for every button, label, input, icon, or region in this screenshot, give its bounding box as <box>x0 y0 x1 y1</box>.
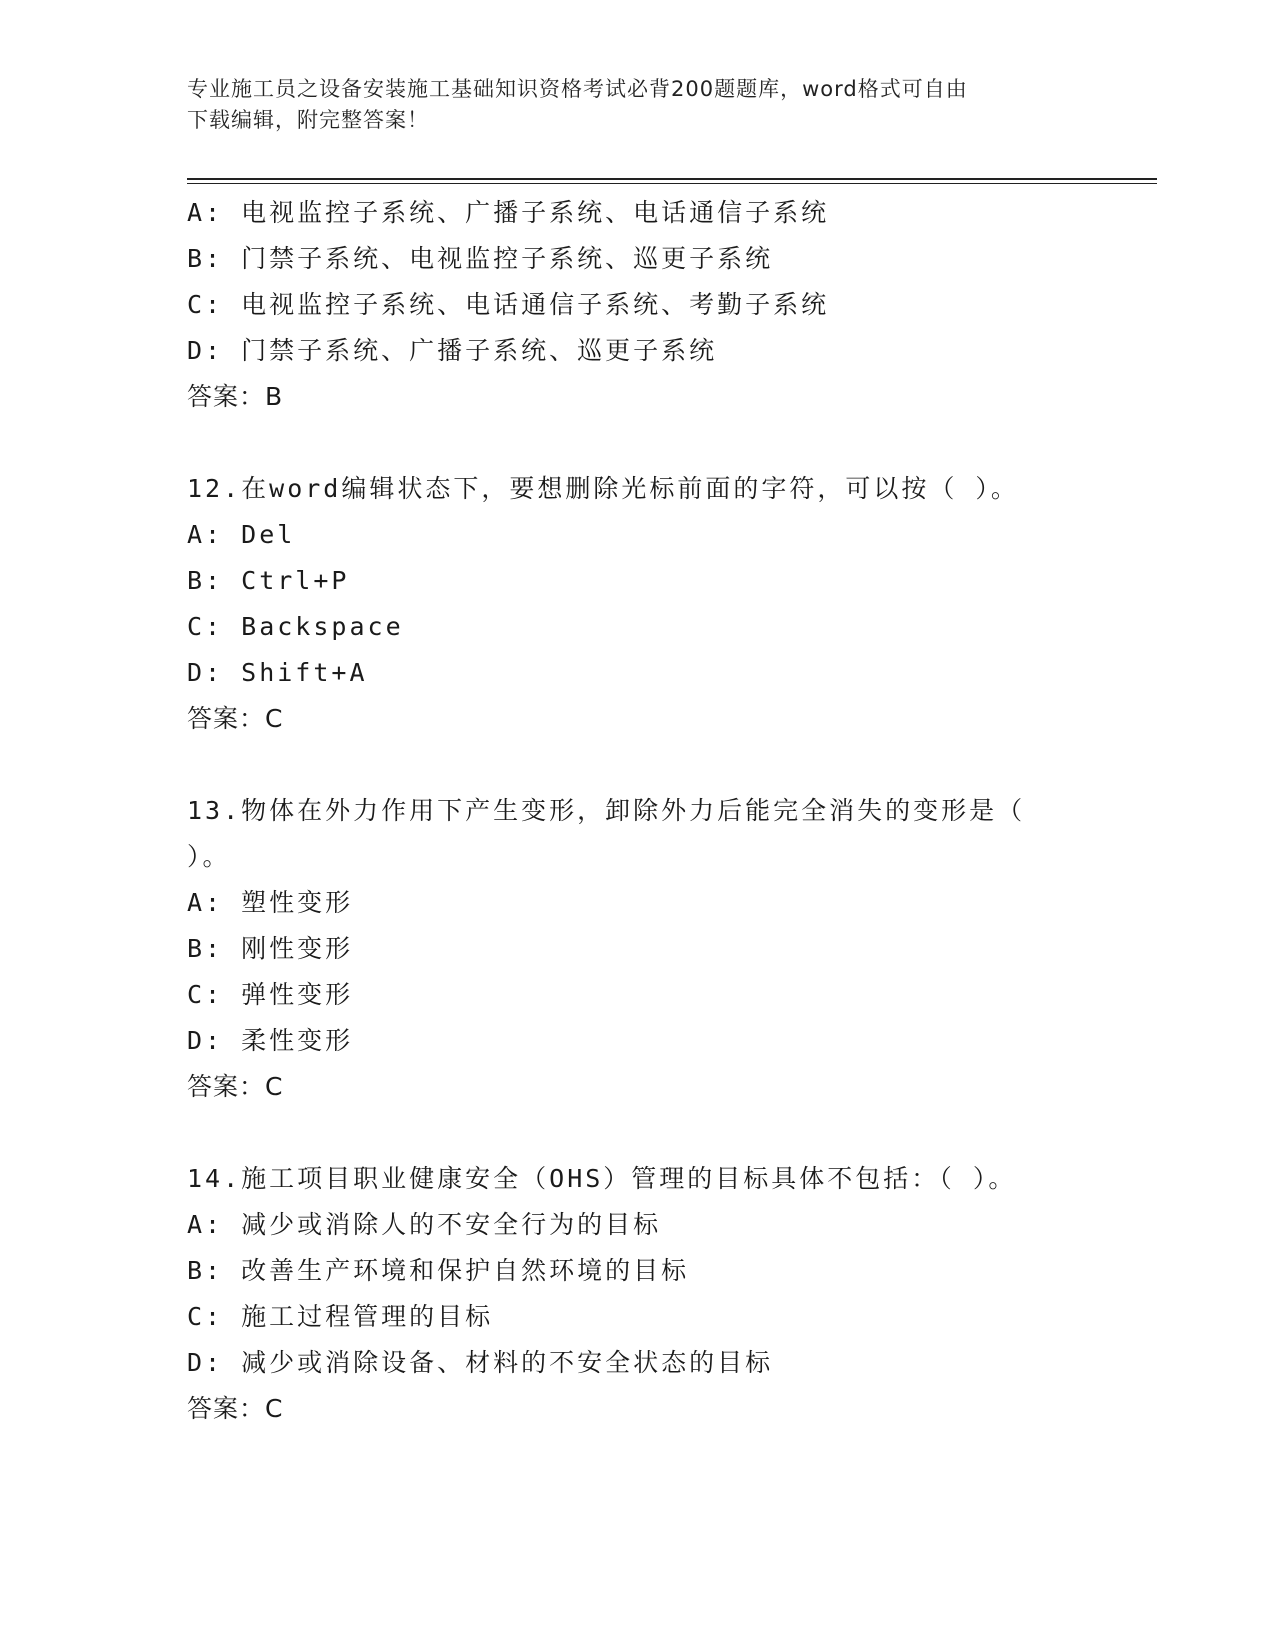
question-text: 14.施工项目职业健康安全（OHS）管理的目标具体不包括：（ ）。 <box>187 1164 1017 1193</box>
option-a: A: 塑性变形 <box>187 888 354 917</box>
question-text: 12.在word编辑状态下，要想删除光标前面的字符，可以按（ ）。 <box>187 474 1019 503</box>
answer-line: 答案：C <box>187 704 284 733</box>
question-block-14 <box>187 1156 1087 1432</box>
question-block-13 <box>187 788 1087 1110</box>
spacer <box>187 420 1087 466</box>
question-text-continued: ）。 <box>187 842 231 871</box>
answer-line: 答案：C <box>187 1394 284 1423</box>
option-d: D: 减少或消除设备、材料的不安全状态的目标 <box>187 1348 774 1377</box>
option-a: A: 电视监控子系统、广播子系统、电话通信子系统 <box>187 198 830 227</box>
question-text: 13.物体在外力作用下产生变形，卸除外力后能完全消失的变形是（ <box>187 796 1026 825</box>
answer-line: 答案：B <box>187 382 284 411</box>
option-a: A: 减少或消除人的不安全行为的目标 <box>187 1210 662 1239</box>
option-b: B: 门禁子系统、电视监控子系统、巡更子系统 <box>187 244 774 273</box>
option-b: B: 改善生产环境和保护自然环境的目标 <box>187 1256 690 1285</box>
question-list <box>187 190 1087 1432</box>
option-c: C: 弹性变形 <box>187 980 354 1009</box>
option-c: C: 施工过程管理的目标 <box>187 1302 494 1331</box>
option-b: B: 刚性变形 <box>187 934 354 963</box>
option-a: A: Del <box>187 520 296 549</box>
option-d: D: 柔性变形 <box>187 1026 354 1055</box>
option-d: D: Shift+A <box>187 658 368 687</box>
spacer <box>187 1110 1087 1156</box>
option-c: C: 电视监控子系统、电话通信子系统、考勤子系统 <box>187 290 830 319</box>
header-line-1: 专业施工员之设备安装施工基础知识资格考试必背200题题库，word格式可自由 <box>187 77 968 101</box>
option-d: D: 门禁子系统、广播子系统、巡更子系统 <box>187 336 718 365</box>
option-c: C: Backspace <box>187 612 404 641</box>
header-line-2: 下载编辑，附完整答案！ <box>187 108 429 132</box>
answer-line: 答案：C <box>187 1072 284 1101</box>
document-header <box>187 74 1087 136</box>
question-block-12 <box>187 466 1087 742</box>
spacer <box>187 742 1087 788</box>
header-divider-thick <box>187 178 1157 180</box>
question-block-11 <box>187 190 1087 420</box>
header-divider-thin <box>187 183 1157 184</box>
option-b: B: Ctrl+P <box>187 566 350 595</box>
